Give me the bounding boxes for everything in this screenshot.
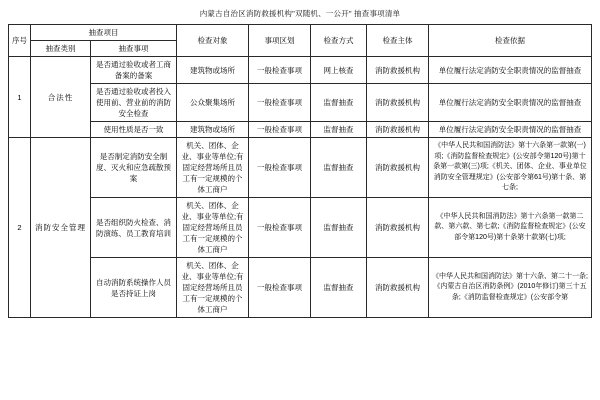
cell-basis: 单位履行法定消防安全职责情况的监督抽查 — [429, 57, 592, 84]
header-basis: 检查依据 — [429, 25, 592, 57]
page-title: 内蒙古自治区消防救援机构"双随机、一公开" 抽查事项清单 — [199, 9, 401, 18]
cell-object: 公众聚集场所 — [177, 84, 249, 122]
cell-seq: 2 — [9, 138, 31, 318]
cell-matter: 是否通过验收或者投入使用前、营业前的消防安全检查 — [91, 84, 177, 122]
cell-subject: 消防救援机构 — [367, 138, 429, 198]
table-header-row-1 — [9, 25, 592, 41]
header-group-main: 抽查项目 — [31, 25, 177, 41]
cell-method: 监督抽查 — [311, 138, 367, 198]
header-category: 抽查类别 — [31, 41, 91, 57]
cell-classification: 一般检查事项 — [249, 57, 311, 84]
cell-matter: 是否组织防火检查、消防演练、员工教育培训 — [91, 198, 177, 258]
cell-classification: 一般检查事项 — [249, 258, 311, 318]
header-method: 检查方式 — [311, 25, 367, 57]
header-object: 检查对象 — [177, 25, 249, 57]
cell-category: 消防安全管理 — [31, 138, 91, 318]
cell-method: 监督抽查 — [311, 198, 367, 258]
cell-matter: 是否制定消防安全制度、灭火和应急疏散预案 — [91, 138, 177, 198]
cell-subject: 消防救援机构 — [367, 57, 429, 84]
cell-basis: 《中华人民共和国消防法》第十六条、第二十一条;《内蒙古自治区消防条例》(2010年修订)第三十五条;《消防监督检查规定》(公安部令第 — [429, 258, 592, 318]
table-row — [9, 57, 592, 84]
table-row — [9, 258, 592, 318]
cell-matter: 是否通过验收或者工商备案的备案 — [91, 57, 177, 84]
cell-classification: 一般检查事项 — [249, 84, 311, 122]
cell-classification: 一般检查事项 — [249, 138, 311, 198]
cell-matter: 使用性质是否一致 — [91, 122, 177, 138]
cell-method: 监督抽查 — [311, 258, 367, 318]
cell-subject: 消防救援机构 — [367, 198, 429, 258]
cell-method: 网上核查 — [311, 57, 367, 84]
inspection-items-table — [8, 24, 592, 318]
cell-method: 监督抽查 — [311, 122, 367, 138]
cell-object: 机关、团体、企业、事业等单位;有固定经营场所且员工有一定规模的个体工商户 — [177, 138, 249, 198]
header-matter: 抽查事项 — [91, 41, 177, 57]
cell-basis: 单位履行法定消防安全职责情况的监督抽查 — [429, 122, 592, 138]
cell-subject: 消防救援机构 — [367, 84, 429, 122]
cell-subject: 消防救援机构 — [367, 122, 429, 138]
table-row — [9, 122, 592, 138]
cell-basis: 单位履行法定消防安全职责情况的监督抽查 — [429, 84, 592, 122]
cell-method: 监督抽查 — [311, 84, 367, 122]
header-seq: 序号 — [9, 25, 31, 57]
cell-basis: 《中华人民共和国消防法》第十六条第一款第二款、第六款、第七款;《消防监督检查规定》(公安部令第120号)第十条第十款第(七)项; — [429, 198, 592, 258]
cell-basis: 《中华人民共和国消防法》第十六条第一款第(一)项;《消防监督检查规定》(公安部令第120号)第十条第一款第(三)项;《机关、团体、企业、事业单位消防安全管理规定》(公安部令第61号)第十条、第七条; — [429, 138, 592, 198]
cell-subject: 消防救援机构 — [367, 258, 429, 318]
cell-object: 建筑物或场所 — [177, 57, 249, 84]
cell-classification: 一般检查事项 — [249, 122, 311, 138]
cell-seq: 1 — [9, 57, 31, 138]
table-row — [9, 198, 592, 258]
table-row — [9, 138, 592, 198]
cell-object: 机关、团体、企业、事业等单位;有固定经营场所且员工有一定规模的个体工商户 — [177, 258, 249, 318]
cell-object: 建筑物或场所 — [177, 122, 249, 138]
table-row — [9, 84, 592, 122]
header-classification: 事项区划 — [249, 25, 311, 57]
cell-matter: 自动消防系统操作人员是否持证上岗 — [91, 258, 177, 318]
cell-category: 合法性 — [31, 57, 91, 138]
cell-object: 机关、团体、企业、事业等单位;有固定经营场所且员工有一定规模的个体工商户 — [177, 198, 249, 258]
cell-classification: 一般检查事项 — [249, 198, 311, 258]
header-subject: 检查主体 — [367, 25, 429, 57]
